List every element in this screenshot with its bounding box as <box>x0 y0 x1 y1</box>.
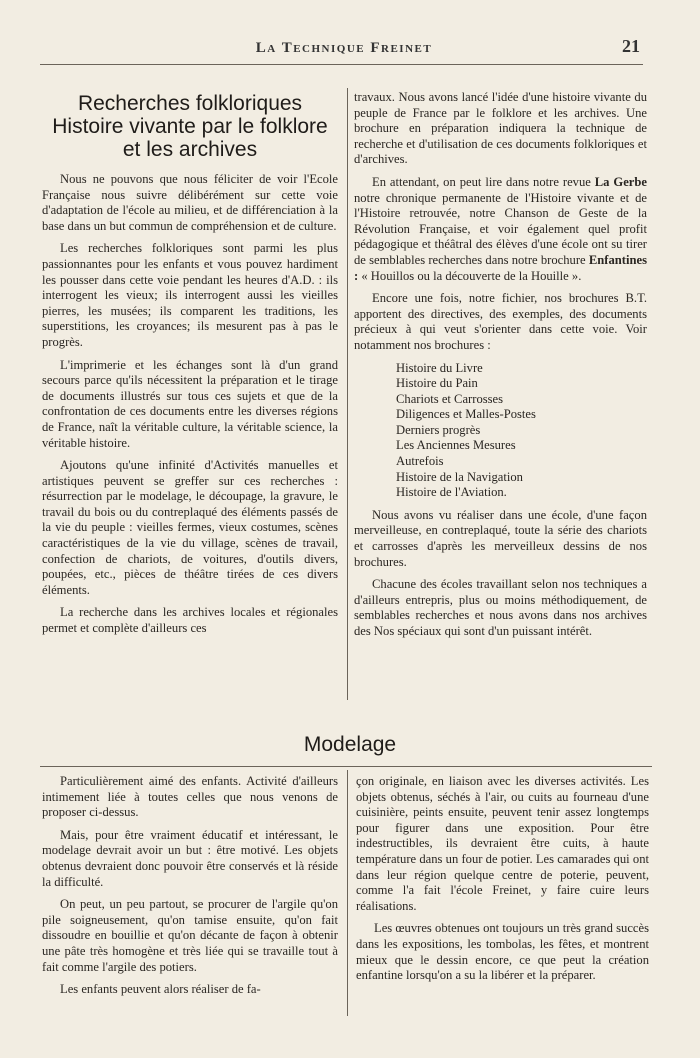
paragraph: Particulièrement aimé des enfants. Activité d'ailleurs intimement liée à toutes celles que nous venons de proposer ci-dessus. <box>42 774 338 820</box>
journal-title: La Technique Freinet <box>255 40 433 56</box>
list-item: Chariots et Carrosses <box>396 391 504 406</box>
header-rule <box>40 64 643 65</box>
list-item: Les Anciennes Mesures <box>396 438 516 453</box>
list-item: Histoire du Pain <box>396 376 478 391</box>
running-head <box>40 36 648 57</box>
brochure-title: Enfantines : <box>354 252 647 283</box>
paragraph: L'imprimerie et les échanges sont là d'un grand secours parce qu'ils nécessitent la préparation et le tirage de documents illustrés sur tous ces sujets et que de la confrontation de ces documents entre les diverses régions de France, naît la véritable culture, la véritable science, la véritable histoire. <box>42 357 338 450</box>
paragraph: Les œuvres obtenues ont toujours un très grand succès dans les expositions, les tombolas, les fêtes, et montrent mieux que le dessin encore, ce que peut la création enfantine lorsqu'on a su la libérer et la préparer. <box>356 921 649 983</box>
article-title-line: et les archives <box>122 138 258 161</box>
column-rule <box>347 88 348 700</box>
paragraph: çon originale, en liaison avec les diverses activités. Les objets obtenus, séchés à l'air, ou cuits au fourneau d'une cuisinière, peints ensuite, peuvent tenir assez longtemps pour figurer dans une exposition. Pour être indestructibles, ils devraient être cuits, à haute température dans un four de potier. Les camarades qui ont dans leur région quelque centre de poterie, peuvent, comme l'a fait l'école Freinet, y faire cuire leurs réalisations. <box>356 774 649 913</box>
paragraph: travaux. Nous avons lancé l'idée d'une histoire vivante du peuple de France par le folklore et les archives. Une brochure en préparation indiquera la technique de recherche et d'utilisation de ces documents folkloriques et d'archives. <box>354 90 647 167</box>
article2-right-column <box>356 774 649 991</box>
paragraph: Nous ne pouvons que nous féliciter de voir l'Ecole Française nous suivre délibérément sur cette voie d'adaptation de l'école au milieu, et de différenciation à la base dans un but commun de compréhension et de culture. <box>42 172 338 233</box>
brochure-list <box>396 361 647 501</box>
paragraph: On peut, un peu partout, se procurer de l'argile qu'on pile soigneusement, qu'on tamise ensuite, qu'on fait dissoudre en bouillie et qu'on décante de façon à obtenir une pâte très homogène et très liée qui se travaille tout à fait comme l'argile des potiers. <box>42 897 338 974</box>
paragraph-text: En attendant, on peut lire dans notre revue <box>372 174 591 189</box>
list-item: Autrefois <box>396 454 444 469</box>
column-rule <box>347 770 348 1016</box>
article1-left-column <box>42 92 338 644</box>
article-title-line: Recherches folkloriques <box>77 92 303 115</box>
paragraph: Nous avons vu réaliser dans une école, d'une façon merveilleuse, en contreplaqué, toute la série des chariots et carrosses d'après les merveilleux dessins de nos brochures. <box>354 507 647 569</box>
list-item: Histoire du Livre <box>396 360 483 375</box>
paragraph-text: « Houillos ou la découverte de la Houille ». <box>361 268 582 283</box>
section-rule <box>40 766 652 767</box>
revue-title: La Gerbe <box>594 174 647 189</box>
paragraph <box>354 175 647 284</box>
article2-left-column <box>42 774 338 1005</box>
paragraph: Les recherches folkloriques sont parmi les plus passionnantes pour les enfants et vous pouvez hardiment les pousser dans cette voie pendant les heures d'A.D. : ils interrogent les vieux; ils interrogent aussi les vieilles pierres, les musées; ils comparent les traditions, les superstitions, les croyances; ils mesurent pas à pas le progrès. <box>42 241 338 349</box>
article-title-line: Histoire vivante par le folklore <box>52 115 328 138</box>
paragraph: Encore une fois, notre fichier, nos brochures B.T. apportent des directives, des exemples, des documents précieux à qui veut s'orienter dans cette voie. Voir notamment nos brochures : <box>354 291 647 352</box>
paragraph: Chacune des écoles travaillant selon nos techniques a d'ailleurs entrepris, plus ou moins méthodiquement, de semblables recherches et nous avons dans nos archives des Nos spéciaux qui sont d'un puissant intérêt. <box>354 577 647 638</box>
paragraph: Les enfants peuvent alors réaliser de fa- <box>60 982 261 997</box>
article-title <box>42 92 338 161</box>
list-item: Diligences et Malles-Postes <box>396 407 536 422</box>
list-item: Derniers progrès <box>396 422 481 437</box>
paragraph: La recherche dans les archives locales et régionales permet et complète d'ailleurs ces <box>42 605 338 636</box>
paragraph: Ajoutons qu'une infinité d'Activités manuelles et artistiques peuvent se greffer sur ces recherches : résurrection par le modelage, le découpage, la gravure, le travail du bois ou du contreplaqué des éléments passés de la vie du peuple : vieilles fermes, vieux costumes, scènes caractéristiques de la vie du village, scènes de travail, confection de chariots, de voitures, d'outils divers, poupées, etc., pièces de théâtre tirées de ces divers éléments. <box>42 458 338 597</box>
section-title: Modelage <box>303 733 397 756</box>
article1-right-column <box>354 90 647 647</box>
paragraph-text: notre chronique permanente de l'Histoire vivante et de l'Histoire retrouvée, notre Chanson de Geste de la Révolution Française, et voir également quel profit pédagogique et théâtral des élèves d'une école ont su tirer de semblables recherches dans notre brochure <box>354 190 647 267</box>
list-item: Histoire de la Navigation <box>396 469 523 484</box>
page-number: 21 <box>622 36 640 56</box>
paragraph: Mais, pour être vraiment éducatif et intéressant, le modelage devrait avoir un but : être motivé. Les objets obtenus devraient donc pouvoir être conservés et là réside la difficulté. <box>42 827 338 889</box>
list-item: Histoire de l'Aviation. <box>396 485 507 500</box>
